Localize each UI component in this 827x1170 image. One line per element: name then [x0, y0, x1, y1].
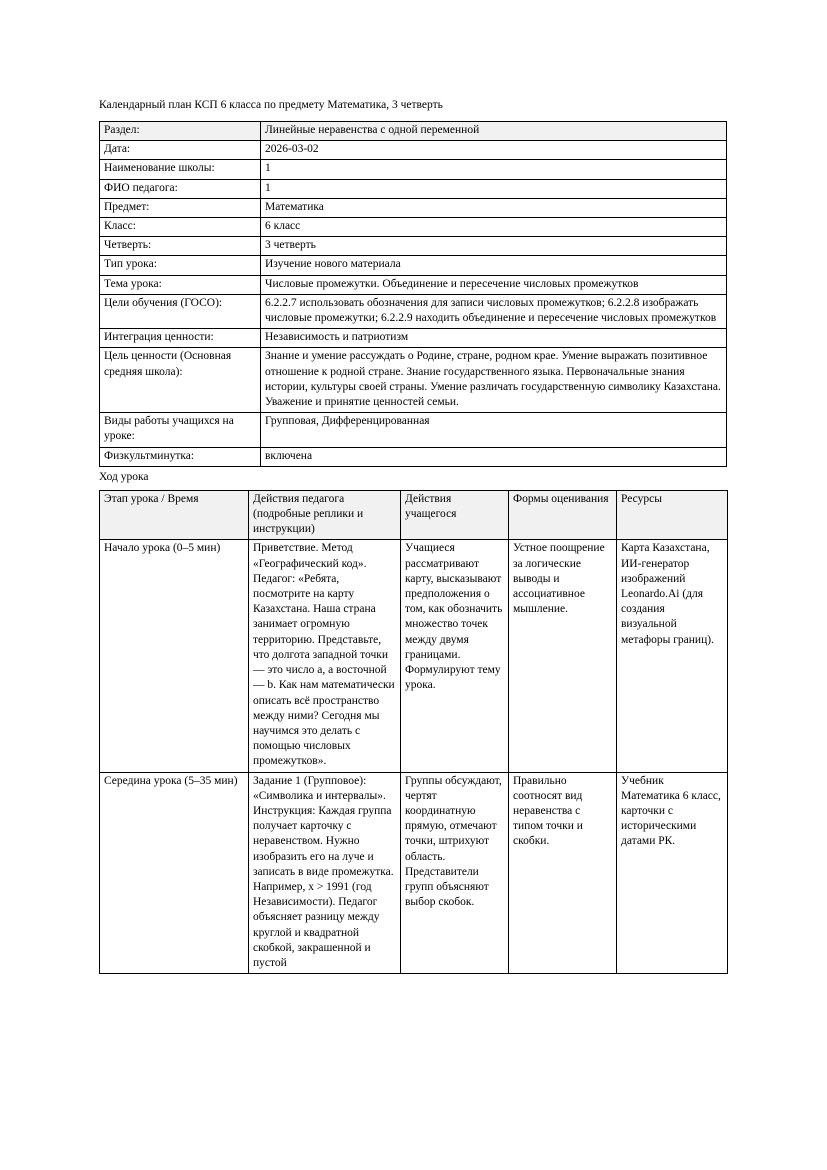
table-row	[100, 294, 727, 328]
cell-student-actions: Учащиеся рассматривают карту, высказывают предположения о том, как обозначить множество точек между двумя границами. Формулируют тему урока.	[401, 540, 509, 772]
info-value: Математика	[261, 198, 727, 217]
info-value: 1	[261, 160, 727, 179]
table-row	[100, 772, 728, 974]
table-row	[100, 160, 727, 179]
lesson-info-body	[100, 122, 727, 467]
lesson-flow-head	[100, 490, 728, 540]
info-value: 6 класс	[261, 218, 727, 237]
cell-resources: Карта Казахстана, ИИ-генератор изображений Leonardo.Ai (для создания визуальной метафоры границ).	[617, 540, 728, 772]
table-row	[100, 256, 727, 275]
cell-resources: Учебник Математика 6 класс, карточки с историческими датами РК.	[617, 772, 728, 974]
table-row	[100, 275, 727, 294]
table-row	[100, 413, 727, 447]
info-label: Четверть:	[100, 237, 261, 256]
info-label: Цели обучения (ГОСО):	[100, 294, 261, 328]
table-row	[100, 540, 728, 772]
cell-assessment: Устное поощрение за логические выводы и ассоциативное мышление.	[509, 540, 617, 772]
info-value: Изучение нового материала	[261, 256, 727, 275]
column-header-assessment: Формы оценивания	[509, 490, 617, 540]
column-header-teacher-actions: Действия педагога (подробные реплики и инструкции)	[249, 490, 401, 540]
info-label: Класс:	[100, 218, 261, 237]
table-header-row	[100, 490, 728, 540]
cell-assessment: Правильно соотносят вид неравенства с типом точки и скобки.	[509, 772, 617, 974]
info-value: Линейные неравенства с одной переменной	[261, 122, 727, 141]
column-header-stage: Этап урока / Время	[100, 490, 249, 540]
info-value: 3 четверть	[261, 237, 727, 256]
info-value: 1	[261, 179, 727, 198]
table-row	[100, 141, 727, 160]
lesson-flow-body	[100, 540, 728, 974]
info-label: Виды работы учащихся на уроке:	[100, 413, 261, 447]
info-label: Раздел:	[100, 122, 261, 141]
table-row	[100, 218, 727, 237]
cell-student-actions: Группы обсуждают, чертят координатную прямую, отмечают точки, штрихуют область. Представители групп объясняют выбор скобок.	[401, 772, 509, 974]
info-value: 2026-03-02	[261, 141, 727, 160]
column-header-resources: Ресурсы	[617, 490, 728, 540]
section-heading-lesson-flow: Ход урока	[99, 470, 149, 483]
table-row	[100, 122, 727, 141]
cell-stage: Середина урока (5–35 мин)	[100, 772, 249, 974]
info-label: ФИО педагога:	[100, 179, 261, 198]
info-label: Дата:	[100, 141, 261, 160]
info-value: Групповая, Дифференцированная	[261, 413, 727, 447]
table-row	[100, 447, 727, 466]
table-row	[100, 348, 727, 413]
info-value: включена	[261, 447, 727, 466]
lesson-flow-wrapper	[99, 490, 735, 1072]
info-value: 6.2.2.7 использовать обозначения для записи числовых промежутков; 6.2.2.8 изображать числовые промежутки; 6.2.2.9 находить объединение и пересечение числовых промежутков	[261, 294, 727, 328]
info-label: Тема урока:	[100, 275, 261, 294]
info-label: Цель ценности (Основная средняя школа):	[100, 348, 261, 413]
lesson-info-table	[99, 121, 727, 467]
lesson-flow-table	[99, 490, 728, 974]
info-value: Независимость и патриотизм	[261, 329, 727, 348]
info-label: Наименование школы:	[100, 160, 261, 179]
table-row	[100, 198, 727, 217]
info-label: Физкультминутка:	[100, 447, 261, 466]
cell-stage: Начало урока (0–5 мин)	[100, 540, 249, 772]
table-row	[100, 329, 727, 348]
info-value: Числовые промежутки. Объединение и пересечение числовых промежутков	[261, 275, 727, 294]
table-row	[100, 237, 727, 256]
column-header-student-actions: Действия учащегося	[401, 490, 509, 540]
info-label: Предмет:	[100, 198, 261, 217]
page-title: Календарный план КСП 6 класса по предмету Математика, 3 четверть	[99, 99, 443, 111]
info-label: Интеграция ценности:	[100, 329, 261, 348]
info-label: Тип урока:	[100, 256, 261, 275]
info-value: Знание и умение рассуждать о Родине, стране, родном крае. Умение выражать позитивное отношение к родной стране. Знание государственного языка. Первоначальные знания истории, культуры своей страны. Умение различать государственную символику Казахстана. Уважение и принятие ценностей семьи.	[261, 348, 727, 413]
table-row	[100, 179, 727, 198]
cell-teacher-actions: Приветствие. Метод «Географический код». Педагог: «Ребята, посмотрите на карту Казахстана. Наша страна занимает огромную территорию. Представьте, что долгота западной точки — это число a, а восточной — b. Как нам математически описать всё пространство между ними? Сегодня мы научимся это делать с помощью числовых промежутков».	[249, 540, 401, 772]
cell-teacher-actions: Задание 1 (Групповое): «Символика и интервалы». Инструкция: Каждая группа получает карточку с неравенством. Нужно изобразить его на луче и записать в виде промежутка. Например, x > 1991 (год Независимости). Педагог объясняет разницу между круглой и квадратной скобкой, закрашенной и пустой	[249, 772, 401, 974]
